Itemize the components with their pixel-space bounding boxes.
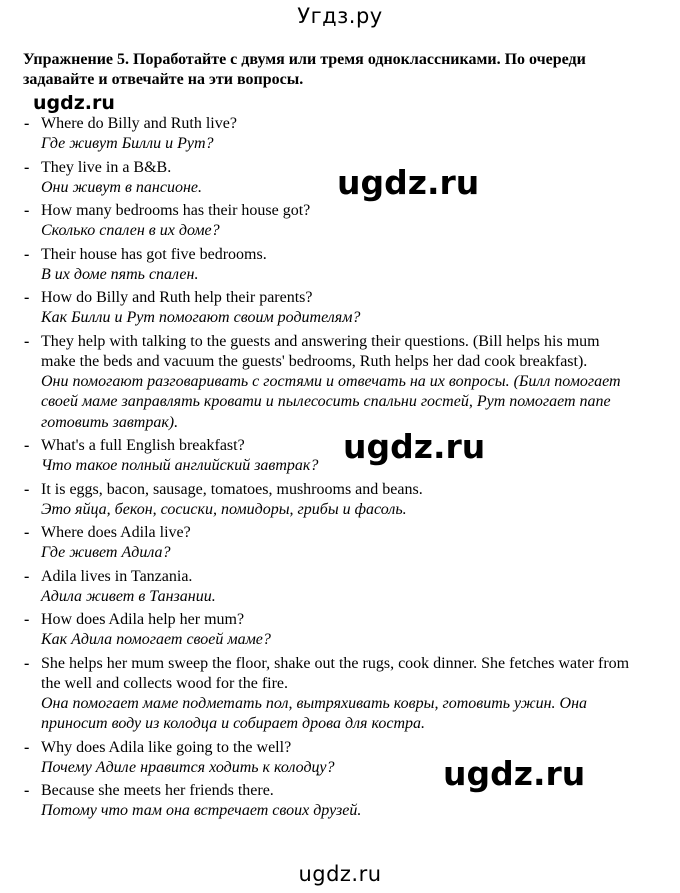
answer-item xyxy=(0,332,631,434)
watermark: ugdz.ru xyxy=(443,754,586,793)
list-dash: - xyxy=(24,245,30,263)
watermark: ugdz.ru xyxy=(343,427,486,466)
answer-en: Their house has got five bedrooms. xyxy=(41,245,267,263)
answer-ru: Они живут в пансионе. xyxy=(41,178,202,196)
answer-item xyxy=(0,480,631,521)
list-dash: - xyxy=(24,611,30,628)
question-item xyxy=(0,114,631,155)
answer-ru: В их доме пять спален. xyxy=(41,265,199,283)
question-en: Where does Adila live? xyxy=(41,524,191,541)
list-dash: - xyxy=(24,480,30,498)
question-en: How many bedrooms has their house got? xyxy=(41,202,311,219)
list-dash: - xyxy=(24,782,30,799)
question-en: What's a full English breakfast? xyxy=(41,437,245,454)
list-dash: - xyxy=(24,738,30,756)
list-dash: - xyxy=(24,437,30,454)
answer-ru: Адила живет в Танзании. xyxy=(41,587,216,605)
question-ru: Сколько спален в их доме? xyxy=(41,222,220,239)
question-item xyxy=(0,201,631,242)
question-ru: Где живет Адила? xyxy=(41,544,171,561)
exercise-title: Упражнение 5. Поработайте с двумя или тремя одноклассниками. По очереди задавайте и отвечайте на эти вопросы. xyxy=(23,51,586,88)
answer-en: Because she meets her friends there. xyxy=(41,782,274,799)
answer-en: She helps her mum sweep the floor, shake out the rugs, cook dinner. She fetches water from the well and collects wood for the fire. xyxy=(41,654,630,692)
question-ru: Как Билли и Рут помогают своим родителям? xyxy=(41,309,361,326)
question-item xyxy=(0,436,631,477)
list-dash: - xyxy=(24,567,30,585)
question-item xyxy=(0,288,631,329)
watermark: ugdz.ru xyxy=(33,92,115,114)
question-item xyxy=(0,610,631,651)
answer-en: Adila lives in Tanzania. xyxy=(41,567,193,585)
list-dash: - xyxy=(24,158,30,176)
site-footer: ugdz.ru xyxy=(298,862,382,886)
question-en: Why does Adila like going to the well? xyxy=(41,738,292,756)
question-item xyxy=(0,523,631,564)
answer-item xyxy=(0,245,631,286)
question-en: Where do Billy and Ruth live? xyxy=(41,115,237,132)
answer-en: They live in a B&B. xyxy=(41,158,172,176)
list-dash: - xyxy=(24,654,30,672)
answer-en: It is eggs, bacon, sausage, tomatoes, mushrooms and beans. xyxy=(41,480,423,498)
question-ru: Как Адила помогает своей маме? xyxy=(41,631,271,648)
answer-en: They help with talking to the guests and answering their questions. (Bill helps his mum make the beds and vacuum the guests' bedrooms, Ruth helps her dad cook breakfast). xyxy=(41,332,600,370)
site-header: Угдз.ру xyxy=(297,4,383,28)
question-ru: Почему Адиле нравится ходить к колодцу? xyxy=(41,758,335,776)
answer-item xyxy=(0,158,631,199)
question-en: How does Adila help her mum? xyxy=(41,611,245,628)
qa-list xyxy=(0,114,680,825)
watermark: ugdz.ru xyxy=(337,163,480,202)
answer-ru: Потому что там она встречает своих друзей. xyxy=(41,802,362,819)
question-en: How do Billy and Ruth help their parents? xyxy=(41,289,313,306)
answer-ru: Они помогают разговаривать с гостями и отвечать на их вопросы. (Билл помогает своей маме заправлять кровати и пылесосить спальни гостей, Рут помогает папе готовить завтрак). xyxy=(41,372,621,431)
answer-ru: Это яйца, бекон, сосиски, помидоры, грибы и фасоль. xyxy=(41,500,407,518)
list-dash: - xyxy=(24,289,30,306)
list-dash: - xyxy=(24,524,30,541)
question-ru: Где живут Билли и Рут? xyxy=(41,135,214,152)
list-dash: - xyxy=(24,202,30,219)
question-ru: Что такое полный английский завтрак? xyxy=(41,457,319,474)
list-dash: - xyxy=(24,115,30,132)
list-dash: - xyxy=(24,332,30,350)
answer-item xyxy=(0,567,631,608)
answer-ru: Она помогает маме подметать пол, вытряхивать ковры, готовить ужин. Она приносит воду из колодца и собирает дрова для костра. xyxy=(41,694,588,732)
answer-item xyxy=(0,654,631,735)
